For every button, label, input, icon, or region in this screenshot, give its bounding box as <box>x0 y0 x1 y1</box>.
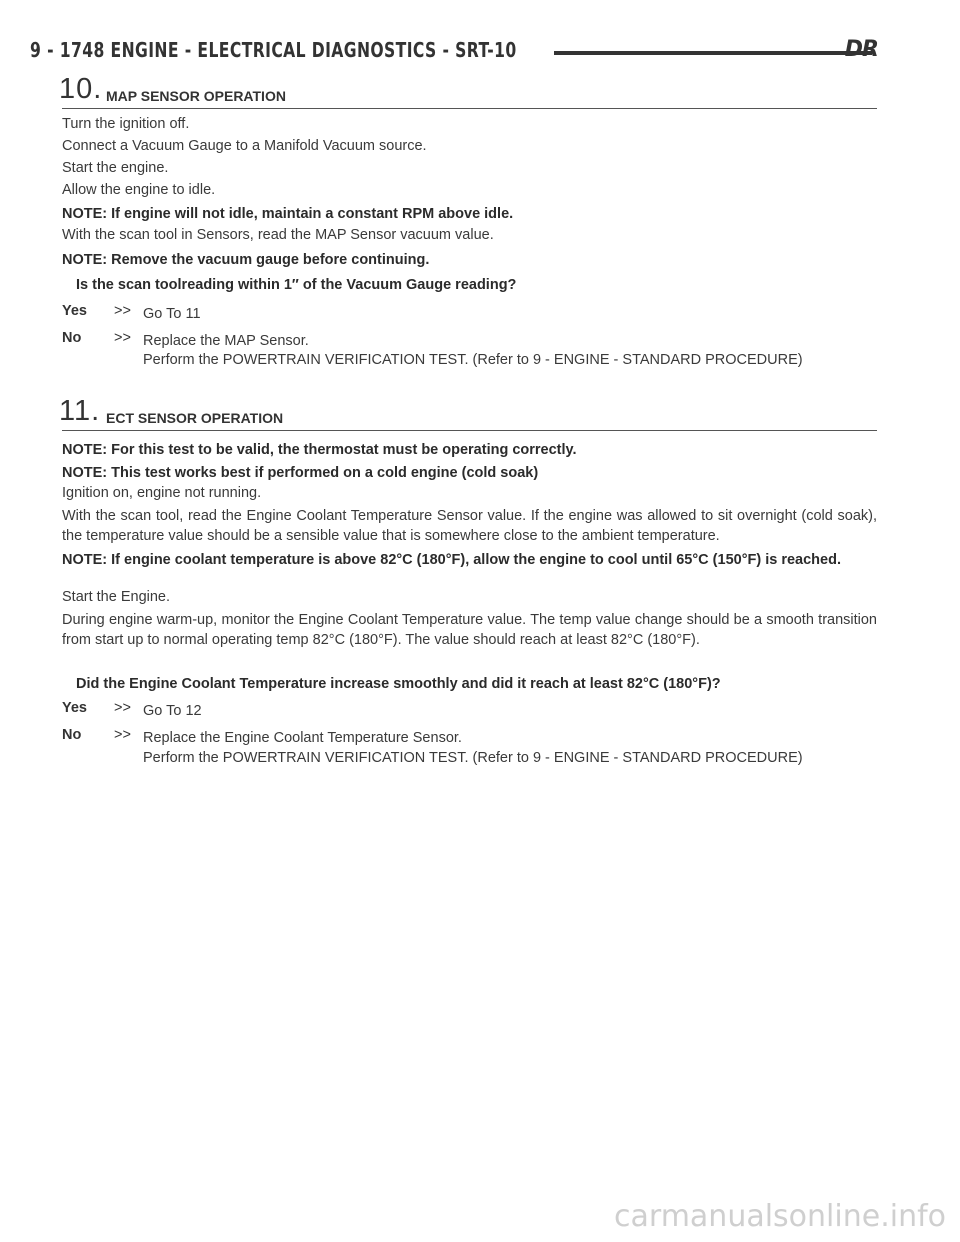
note-line: NOTE: Remove the vacuum gauge before continuing. <box>62 252 430 268</box>
answer-no-action: Replace the MAP Sensor. <box>143 333 309 349</box>
note-line: NOTE: If engine will not idle, maintain a constant RPM above idle. <box>62 206 514 222</box>
header-rule <box>554 51 872 55</box>
step-title: MAP SENSOR OPERATION <box>106 88 286 104</box>
instruction-line: With the scan tool in Sensors, read the MAP Sensor vacuum value. <box>62 227 494 243</box>
answer-yes-action: Go To 12 <box>143 703 202 719</box>
instruction-line: Start the Engine. <box>62 589 171 605</box>
answer-no-label: No <box>62 330 82 346</box>
instruction-line: Start the engine. <box>62 160 169 176</box>
step-11-heading <box>59 395 877 431</box>
question-line: Is the scan toolreading within 1″ of the Vacuum Gauge reading? <box>76 277 517 293</box>
step-number: 11. <box>59 395 101 427</box>
answer-no-action: Replace the Engine Coolant Temperature Sensor. <box>143 730 462 746</box>
step-10-heading <box>59 73 877 109</box>
page-title: 9 - 1748 ENGINE - ELECTRICAL DIAGNOSTICS - SRT-10 <box>30 38 517 62</box>
question-line: Did the Engine Coolant Temperature increase smoothly and did it reach at least 82°C (180°F)? <box>76 676 721 692</box>
note-line: NOTE: If engine coolant temperature is above 82°C (180°F), allow the engine to cool until 65°C (150°F) is reached. <box>62 552 841 568</box>
instruction-line: Allow the engine to idle. <box>62 182 216 198</box>
answer-no-extra: Perform the POWERTRAIN VERIFICATION TEST. (Refer to 9 - ENGINE - STANDARD PROCEDURE) <box>143 750 803 766</box>
answer-arrow: >> <box>114 303 131 319</box>
model-badge: DR <box>844 37 878 62</box>
instruction-line: Turn the ignition off. <box>62 116 190 132</box>
answer-no-extra: Perform the POWERTRAIN VERIFICATION TEST. (Refer to 9 - ENGINE - STANDARD PROCEDURE) <box>143 352 803 368</box>
instruction-paragraph: With the scan tool, read the Engine Coolant Temperature Sensor value. If the engine was allowed to sit overnight (cold soak), the temperature value should be a sensible value that is somewhere close to the ambient temperature. <box>62 508 877 544</box>
page-header <box>30 38 880 68</box>
instruction-line: Ignition on, engine not running. <box>62 485 262 501</box>
note-line: NOTE: For this test to be valid, the thermostat must be operating correctly. <box>62 442 577 458</box>
instruction-paragraph: During engine warm-up, monitor the Engine Coolant Temperature value. The temp value change should be a smooth transition from start up to normal operating temp 82°C (180°F). The value should reach at least 82°C (180°F). <box>62 612 877 648</box>
answer-arrow: >> <box>114 700 131 716</box>
answer-arrow: >> <box>114 330 131 346</box>
step-number: 10. <box>59 73 103 105</box>
watermark-text: carmanualsonline.info <box>614 1199 946 1234</box>
answer-no-label: No <box>62 727 82 743</box>
answer-arrow: >> <box>114 727 131 743</box>
answer-yes-label: Yes <box>62 700 87 716</box>
note-line: NOTE: This test works best if performed on a cold engine (cold soak) <box>62 465 539 481</box>
answer-yes-label: Yes <box>62 303 87 319</box>
step-title: ECT SENSOR OPERATION <box>106 410 284 426</box>
instruction-line: Connect a Vacuum Gauge to a Manifold Vacuum source. <box>62 138 427 154</box>
answer-yes-action: Go To 11 <box>143 306 201 322</box>
